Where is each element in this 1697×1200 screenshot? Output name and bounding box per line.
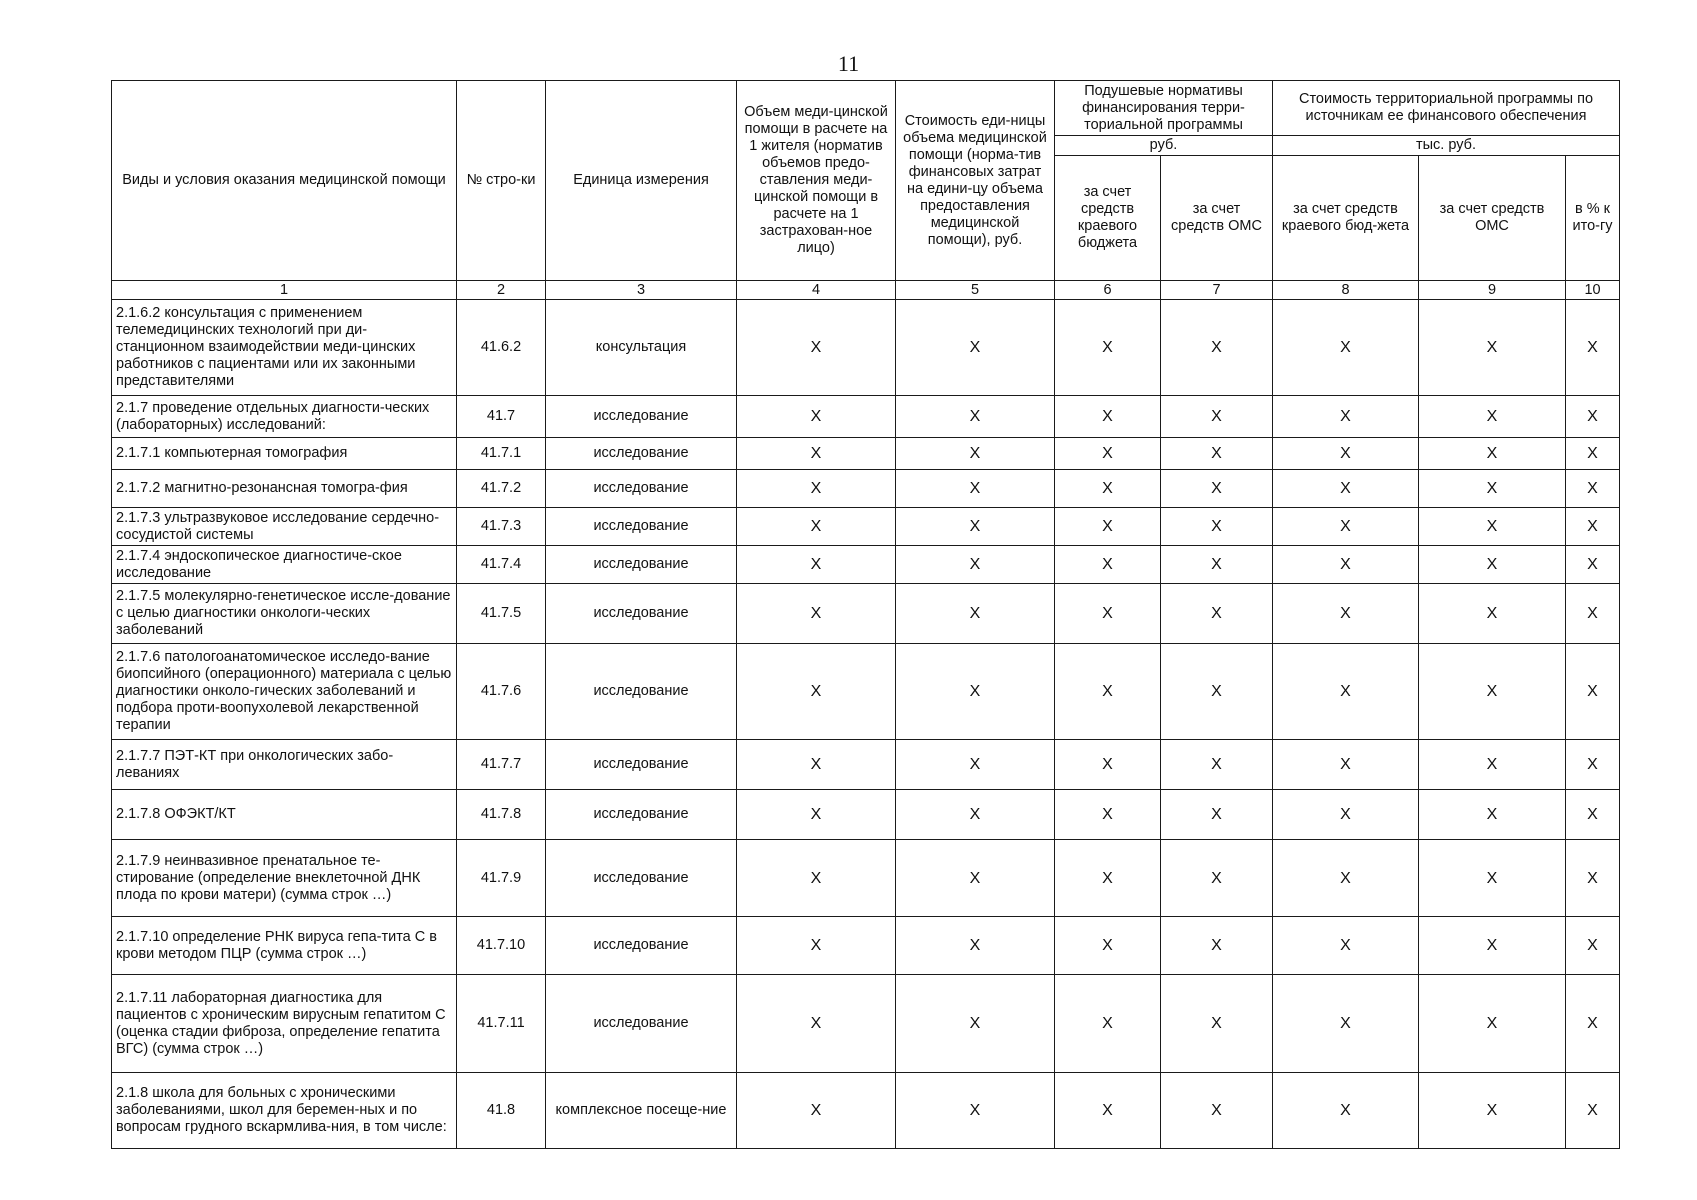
row-unit: исследование bbox=[546, 584, 737, 644]
row-value: Х bbox=[1161, 1073, 1273, 1149]
row-value: Х bbox=[1566, 508, 1620, 546]
row-value: Х bbox=[1273, 840, 1419, 917]
row-value: Х bbox=[1419, 1073, 1566, 1149]
header-volume: Объем меди-цинской помощи в расчете на 1 жителя (норматив объемов предо-ставления меди-цинской помощи в расчете на 1 застрахован-ное лицо) bbox=[737, 81, 896, 281]
row-value: Х bbox=[1566, 584, 1620, 644]
header-regional-budget-cost: за счет средств краевого бюд-жета bbox=[1273, 156, 1419, 281]
row-value: Х bbox=[1566, 740, 1620, 790]
row-unit: исследование bbox=[546, 740, 737, 790]
header-care-type: Виды и условия оказания медицинской помощи bbox=[112, 81, 457, 281]
row-value: Х bbox=[1419, 790, 1566, 840]
row-value: Х bbox=[1161, 644, 1273, 740]
header-unit-cost: Стоимость еди-ницы объема медицинской помощи (норма-тив финансовых затрат на едини-цу объема предоставления медицинской помощи), руб. bbox=[896, 81, 1055, 281]
header-row bbox=[112, 81, 1620, 136]
row-value: Х bbox=[1419, 840, 1566, 917]
row-value: Х bbox=[1161, 438, 1273, 470]
row-name: 2.1.7 проведение отдельных диагности-ческих (лабораторных) исследований: bbox=[112, 396, 457, 438]
row-value: Х bbox=[1566, 840, 1620, 917]
row-code: 41.7.10 bbox=[457, 917, 546, 975]
row-unit: исследование bbox=[546, 917, 737, 975]
row-value: Х bbox=[1566, 470, 1620, 508]
row-name: 2.1.7.4 эндоскопическое диагностиче-ское исследование bbox=[112, 546, 457, 584]
table-row bbox=[112, 508, 1620, 546]
row-value: Х bbox=[896, 1073, 1055, 1149]
row-value: Х bbox=[1161, 917, 1273, 975]
row-value: Х bbox=[1419, 438, 1566, 470]
row-code: 41.7.11 bbox=[457, 975, 546, 1073]
row-value: Х bbox=[1273, 300, 1419, 396]
row-value: Х bbox=[1273, 917, 1419, 975]
header-unit: Единица измерения bbox=[546, 81, 737, 281]
row-value: Х bbox=[1055, 584, 1161, 644]
row-value: Х bbox=[1419, 508, 1566, 546]
row-value: Х bbox=[737, 300, 896, 396]
row-name: 2.1.7.1 компьютерная томография bbox=[112, 438, 457, 470]
row-value: Х bbox=[1419, 546, 1566, 584]
row-value: Х bbox=[1566, 546, 1620, 584]
table-row bbox=[112, 917, 1620, 975]
row-value: Х bbox=[1161, 975, 1273, 1073]
header-unit-thousand-rub: тыс. руб. bbox=[1273, 136, 1620, 156]
row-value: Х bbox=[896, 644, 1055, 740]
row-value: Х bbox=[1055, 1073, 1161, 1149]
table-row bbox=[112, 1073, 1620, 1149]
row-value: Х bbox=[1566, 975, 1620, 1073]
row-value: Х bbox=[1161, 470, 1273, 508]
row-code: 41.7.4 bbox=[457, 546, 546, 584]
row-value: Х bbox=[737, 840, 896, 917]
column-number: 9 bbox=[1419, 281, 1566, 300]
row-value: Х bbox=[1055, 644, 1161, 740]
row-name: 2.1.7.6 патологоанатомическое исследо-вание биопсийного (операционного) материала с целью диагностики онколо-гических заболеваний и подбора проти-воопухолевой лекарственной терапии bbox=[112, 644, 457, 740]
header-unit-rub: руб. bbox=[1055, 136, 1273, 156]
row-value: Х bbox=[1273, 438, 1419, 470]
row-value: Х bbox=[1161, 508, 1273, 546]
row-value: Х bbox=[896, 917, 1055, 975]
row-name: 2.1.7.9 неинвазивное пренатальное те-стирование (определение внеклеточной ДНК плода по крови матери) (сумма строк …) bbox=[112, 840, 457, 917]
row-value: Х bbox=[1161, 546, 1273, 584]
table-row bbox=[112, 975, 1620, 1073]
row-value: Х bbox=[1419, 917, 1566, 975]
row-unit: консультация bbox=[546, 300, 737, 396]
row-value: Х bbox=[1566, 644, 1620, 740]
column-number: 8 bbox=[1273, 281, 1419, 300]
table-row bbox=[112, 470, 1620, 508]
row-value: Х bbox=[737, 546, 896, 584]
row-value: Х bbox=[1419, 740, 1566, 790]
row-value: Х bbox=[896, 975, 1055, 1073]
column-number-row bbox=[112, 281, 1620, 300]
row-value: Х bbox=[1419, 975, 1566, 1073]
row-value: Х bbox=[1273, 470, 1419, 508]
row-value: Х bbox=[896, 396, 1055, 438]
row-value: Х bbox=[1273, 740, 1419, 790]
row-unit: исследование bbox=[546, 840, 737, 917]
row-value: Х bbox=[1273, 546, 1419, 584]
row-value: Х bbox=[1055, 790, 1161, 840]
row-code: 41.6.2 bbox=[457, 300, 546, 396]
row-value: Х bbox=[1161, 790, 1273, 840]
row-value: Х bbox=[1055, 508, 1161, 546]
row-value: Х bbox=[1419, 396, 1566, 438]
row-code: 41.7.7 bbox=[457, 740, 546, 790]
row-code: 41.7.1 bbox=[457, 438, 546, 470]
header-program-cost-group: Стоимость территориальной программы по источникам ее финансового обеспечения bbox=[1273, 81, 1620, 136]
row-value: Х bbox=[1055, 917, 1161, 975]
row-value: Х bbox=[1419, 300, 1566, 396]
row-value: Х bbox=[1273, 584, 1419, 644]
row-code: 41.7.5 bbox=[457, 584, 546, 644]
row-value: Х bbox=[1161, 300, 1273, 396]
row-value: Х bbox=[737, 438, 896, 470]
table-row bbox=[112, 790, 1620, 840]
table-row bbox=[112, 840, 1620, 917]
row-value: Х bbox=[1055, 396, 1161, 438]
row-value: Х bbox=[737, 584, 896, 644]
column-number: 2 bbox=[457, 281, 546, 300]
row-value: Х bbox=[1273, 790, 1419, 840]
row-value: Х bbox=[896, 840, 1055, 917]
row-value: Х bbox=[896, 584, 1055, 644]
row-value: Х bbox=[896, 740, 1055, 790]
row-value: Х bbox=[896, 300, 1055, 396]
row-value: Х bbox=[1161, 396, 1273, 438]
row-value: Х bbox=[737, 975, 896, 1073]
row-value: Х bbox=[1273, 975, 1419, 1073]
row-name: 2.1.7.11 лабораторная диагностика для пациентов с хроническим вирусным гепатитом С (оценка стадии фиброза, определение гепатита ВГС) (сумма строк …) bbox=[112, 975, 457, 1073]
column-number: 1 bbox=[112, 281, 457, 300]
row-value: Х bbox=[1055, 975, 1161, 1073]
row-value: Х bbox=[737, 470, 896, 508]
row-value: Х bbox=[896, 790, 1055, 840]
table-row bbox=[112, 584, 1620, 644]
row-value: Х bbox=[896, 508, 1055, 546]
row-value: Х bbox=[1273, 1073, 1419, 1149]
row-code: 41.7.6 bbox=[457, 644, 546, 740]
column-number: 4 bbox=[737, 281, 896, 300]
row-value: Х bbox=[1273, 644, 1419, 740]
row-code: 41.8 bbox=[457, 1073, 546, 1149]
row-value: Х bbox=[1055, 740, 1161, 790]
row-code: 41.7.3 bbox=[457, 508, 546, 546]
header-row-number: № стро-ки bbox=[457, 81, 546, 281]
row-value: Х bbox=[1055, 546, 1161, 584]
row-value: Х bbox=[1566, 790, 1620, 840]
column-number: 3 bbox=[546, 281, 737, 300]
table-row bbox=[112, 546, 1620, 584]
row-value: Х bbox=[737, 740, 896, 790]
row-value: Х bbox=[737, 644, 896, 740]
row-value: Х bbox=[1055, 300, 1161, 396]
row-name: 2.1.7.7 ПЭТ-КТ при онкологических забо-леваниях bbox=[112, 740, 457, 790]
row-value: Х bbox=[737, 508, 896, 546]
table-row bbox=[112, 438, 1620, 470]
row-name: 2.1.7.5 молекулярно-генетическое иссле-дование с целью диагностики онкологи-ческих заболеваний bbox=[112, 584, 457, 644]
row-value: Х bbox=[1273, 508, 1419, 546]
row-value: Х bbox=[1419, 470, 1566, 508]
row-name: 2.1.6.2 консультация с применением телемедицинских технологий при ди-станционном взаимодействии меди-цинских работников с пациентами или их законными представителями bbox=[112, 300, 457, 396]
row-value: Х bbox=[896, 546, 1055, 584]
row-name: 2.1.7.3 ультразвуковое исследование сердечно-сосудистой системы bbox=[112, 508, 457, 546]
row-value: Х bbox=[1566, 917, 1620, 975]
row-value: Х bbox=[1566, 1073, 1620, 1149]
row-value: Х bbox=[1273, 396, 1419, 438]
row-name: 2.1.7.8 ОФЭКТ/КТ bbox=[112, 790, 457, 840]
row-unit: исследование bbox=[546, 508, 737, 546]
row-value: Х bbox=[737, 917, 896, 975]
table-row bbox=[112, 396, 1620, 438]
row-code: 41.7.2 bbox=[457, 470, 546, 508]
medical-care-table bbox=[111, 80, 1620, 1149]
header-oms: за счет средств ОМС bbox=[1161, 156, 1273, 281]
row-value: Х bbox=[737, 1073, 896, 1149]
table-row bbox=[112, 740, 1620, 790]
row-value: Х bbox=[1419, 584, 1566, 644]
row-value: Х bbox=[1161, 740, 1273, 790]
row-value: Х bbox=[1055, 470, 1161, 508]
table-row bbox=[112, 644, 1620, 740]
row-unit: исследование bbox=[546, 396, 737, 438]
row-value: Х bbox=[737, 396, 896, 438]
row-unit: исследование bbox=[546, 644, 737, 740]
row-unit: исследование bbox=[546, 546, 737, 584]
row-name: 2.1.7.10 определение РНК вируса гепа-тита С в крови методом ПЦР (сумма строк …) bbox=[112, 917, 457, 975]
row-name: 2.1.8 школа для больных с хроническими заболеваниями, школ для беремен-ных и по вопросам грудного вскармлива-ния, в том числе: bbox=[112, 1073, 457, 1149]
row-name: 2.1.7.2 магнитно-резонансная томогра-фия bbox=[112, 470, 457, 508]
column-number: 5 bbox=[896, 281, 1055, 300]
column-number: 7 bbox=[1161, 281, 1273, 300]
row-value: Х bbox=[1161, 584, 1273, 644]
row-unit: исследование bbox=[546, 790, 737, 840]
header-oms-cost: за счет средств ОМС bbox=[1419, 156, 1566, 281]
row-value: Х bbox=[1566, 300, 1620, 396]
row-value: Х bbox=[1055, 438, 1161, 470]
row-value: Х bbox=[1055, 840, 1161, 917]
row-value: Х bbox=[1566, 438, 1620, 470]
row-code: 41.7.9 bbox=[457, 840, 546, 917]
column-number: 6 bbox=[1055, 281, 1161, 300]
row-unit: исследование bbox=[546, 470, 737, 508]
row-code: 41.7 bbox=[457, 396, 546, 438]
row-value: Х bbox=[896, 470, 1055, 508]
table-row bbox=[112, 300, 1620, 396]
row-unit: исследование bbox=[546, 975, 737, 1073]
row-value: Х bbox=[737, 790, 896, 840]
row-value: Х bbox=[1161, 840, 1273, 917]
row-unit: комплексное посеще-ние bbox=[546, 1073, 737, 1149]
header-per-capita-group: Подушевые нормативы финансирования терри-ториальной программы bbox=[1055, 81, 1273, 136]
row-code: 41.7.8 bbox=[457, 790, 546, 840]
header-regional-budget: за счет средств краевого бюджета bbox=[1055, 156, 1161, 281]
row-value: Х bbox=[1419, 644, 1566, 740]
header-percent: в % к ито-гу bbox=[1566, 156, 1620, 281]
column-number: 10 bbox=[1566, 281, 1620, 300]
page-number: 11 bbox=[837, 51, 860, 76]
row-value: Х bbox=[896, 438, 1055, 470]
row-value: Х bbox=[1566, 396, 1620, 438]
row-unit: исследование bbox=[546, 438, 737, 470]
